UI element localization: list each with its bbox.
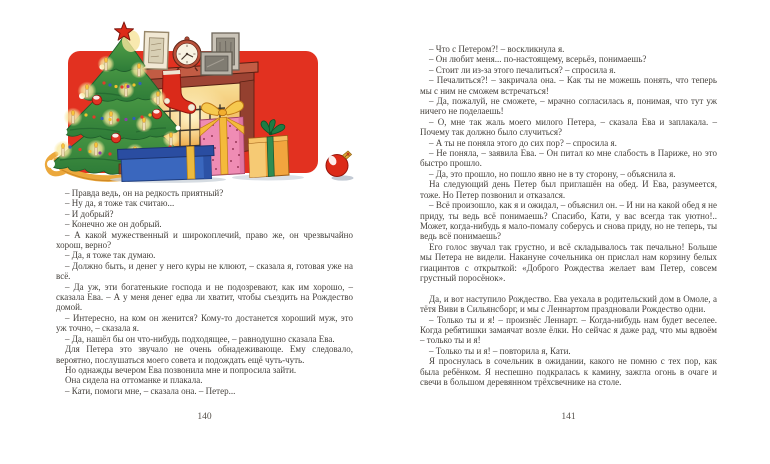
red-ornament-ball xyxy=(326,151,354,181)
paragraph: – А ты не поняла этого до сих пор? – спросила я. xyxy=(429,137,617,148)
paragraph: – Стоит ли из-за этого печалиться? – спросила я. xyxy=(429,64,616,75)
paragraph: – Кати, помоги мне, – сказала она. – Петер... xyxy=(65,385,236,396)
paragraph: – Да, пожалуй, не сможете, – мрачно согласилась я, понимая, что тут уж ничего не поделаешь! xyxy=(420,96,717,117)
paragraph: – Интересно, на ком он женится? Кому-то достанется хороший муж, это уж точно, – сказала я. xyxy=(56,312,353,334)
paragraph: Она сидела на оттоманке и плакала. xyxy=(65,375,203,386)
paragraph: – Да, нашёл бы он что-нибудь подходящее, – равнодушно сказала Ева. xyxy=(65,333,335,344)
paragraph: – А какой мужественный и широкоплечий, право же, он чрезвычайно хорош, верно? xyxy=(56,229,353,251)
paragraph: – Не поняла, – заявила Ева. – Он питал ко мне слабость в Париже, но это быстро прошло. xyxy=(420,148,717,169)
christmas-fireplace-illustration xyxy=(40,8,360,186)
paragraph: – Конечно же он добрый. xyxy=(65,219,162,230)
paragraph: – Должно быть, и денег у него куры не клюют, – сказала я, готовая уже на всё. xyxy=(56,260,353,282)
paragraph: Да, и вот наступило Рождество. Ева уехала в родительский дом в Омоле, а тётя Виви в Сильянсборг, и мы с Леннартом праздновали Рождество одни. xyxy=(420,293,717,315)
picture-frame-cream xyxy=(143,32,168,70)
right-page-section-1 xyxy=(420,44,717,283)
paragraph: – Да, я тоже так думаю. xyxy=(65,250,156,261)
picture-frame-wide xyxy=(201,52,232,75)
paragraph: – Всё произошло, как я и ожидал, – объяснил он. – И ни на какой обед я не приду, ты ведь всё понимаешь? Спасибо, Кати, у вас всегда так уютно!.. Может, когда-нибудь я мало-помалу соберусь и снова приду, но не теперь, ты ведь всё понимаешь? xyxy=(420,200,717,242)
paragraph: На следующий день Петер был приглашён на обед. И Ева, разумеется, тоже. Но Петер позвонил и отказался. xyxy=(420,179,717,200)
left-page-text xyxy=(56,188,353,396)
paragraph: – И добрый? xyxy=(65,208,114,219)
page-right xyxy=(385,0,770,464)
paragraph: Я проснулась в сочельник в ожидании, какого не помню с тех пор, как была ребёнком. Я неспешно подкралась к камину, зажгла огонь в очаге и свечи в большом деревянном трёхсвечнике на столе. xyxy=(420,356,717,387)
paragraph: – Ну да, я тоже так считаю... xyxy=(65,198,175,209)
paragraph: – Только ты и я! – повторила я, Кати. xyxy=(429,345,571,356)
right-page-section-2 xyxy=(420,294,717,388)
paragraph: Но однажды вечером Ева позвонила мне и попросила зайти. xyxy=(65,364,297,375)
paragraph: – Печалиться?! – закричала она. – Как ты не можешь понять, что теперь мы с ним не сможем встречаться! xyxy=(420,75,717,96)
gift-blue-with-yellow-ribbon xyxy=(118,146,215,182)
paragraph: – Он любит меня... по-настоящему, всерьёз, понимаешь? xyxy=(429,54,647,65)
page-number-right: 141 xyxy=(561,412,576,422)
paragraph: – Да, это прошло, но пошло явно не в ту сторону, – объяснила я. xyxy=(429,168,676,179)
paragraph: Для Петера это звучало не очень обнадеживающе. Ему следовало, вероятно, послушаться моего совета и подождать ещё чуть-чуть. xyxy=(56,344,353,365)
paragraph: – Да уж, эти богатенькие господа и не подозревают, как им хорошо, – сказала Ева. – А у меня денег едва ли хватит, чтобы съездить на Рождество домой. xyxy=(56,281,353,313)
paragraph: – Правда ведь, он на редкость приятный? xyxy=(65,188,224,198)
right-page-text xyxy=(420,44,717,387)
paragraph: – О, мне так жаль моего милого Петера, – сказала Ева и заплакала. – Почему так должно было случиться? xyxy=(420,116,717,138)
paragraph: – Только ты и я! – произнёс Леннарт. – Когда-нибудь нам будет веселее. Когда ребятишки замаячат возле ёлки. Но сейчас я даже рад, что мы вдвоём – только ты и я! xyxy=(420,314,717,346)
paragraph: – Что с Петером?! – воскликнула я. xyxy=(429,44,565,54)
paragraph: Его голос звучал так грустно, и всё складывалось так печально! Больше мы Петера не видели. Накануне сочельника он прислал нам корзину белых гиацинтов с открыткой: «Доброго Рождества желает вам Петер, совсем грустный поросёнок». xyxy=(420,241,717,283)
page-number-left: 140 xyxy=(197,412,212,422)
